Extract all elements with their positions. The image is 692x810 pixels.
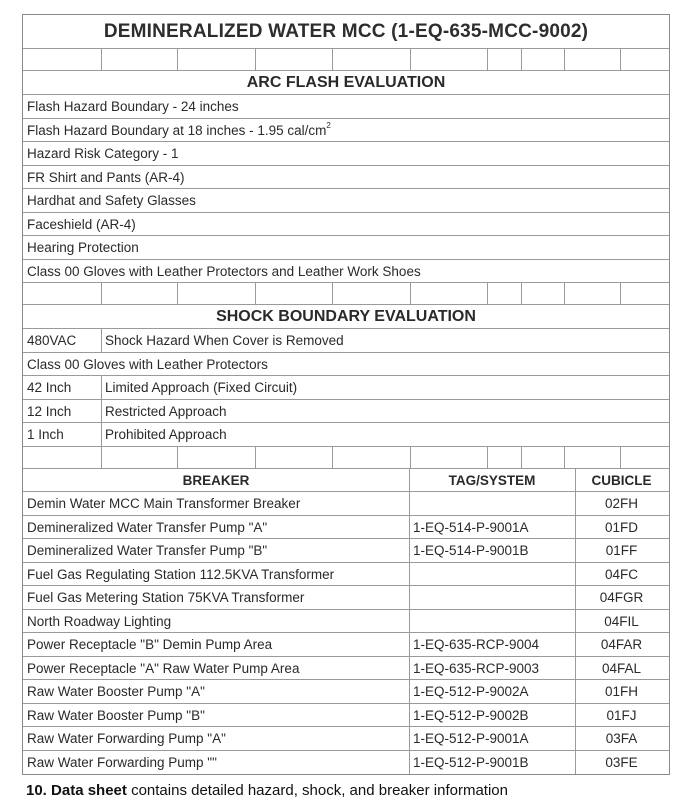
breaker-header: BREAKER (182, 472, 250, 488)
shock-voltage: 480VAC (27, 333, 77, 348)
approach-row (23, 423, 669, 447)
approach-label: Limited Approach (Fixed Circuit) (105, 380, 298, 395)
breaker-name: Power Receptacle "B" Demin Pump Area (27, 637, 273, 652)
breaker-cubicle: 04FAL (601, 660, 642, 676)
breaker-tag: 1-EQ-514-P-9001A (413, 519, 529, 535)
data-sheet-table (22, 14, 670, 775)
breaker-row (23, 610, 669, 634)
breaker-row (23, 586, 669, 610)
breaker-tag: 1-EQ-514-P-9001B (413, 543, 529, 558)
breaker-row (23, 727, 669, 751)
breaker-row (23, 680, 669, 704)
breaker-cubicle: 01FF (605, 543, 638, 558)
shock-voltage-text: Shock Hazard When Cover is Removed (105, 333, 344, 348)
spacer-row (23, 283, 669, 305)
breaker-name: Demineralized Water Transfer Pump "B" (27, 543, 268, 558)
arc-flash-row: Hearing Protection (23, 236, 669, 260)
breaker-tag: 1-EQ-512-P-9001A (413, 731, 529, 746)
breaker-tag (409, 586, 575, 609)
breaker-name: Raw Water Forwarding Pump "A" (27, 731, 226, 746)
breaker-tag: 1-EQ-512-P-9002A (413, 684, 529, 699)
breaker-row (23, 704, 669, 728)
breaker-rows (23, 492, 669, 774)
breaker-name: Raw Water Booster Pump "B" (27, 707, 205, 723)
approach-row (23, 376, 669, 400)
figure-caption (26, 782, 508, 799)
breaker-cubicle: 03FE (605, 754, 638, 770)
superscript: 2 (326, 120, 331, 130)
breaker-name: Fuel Gas Metering Station 75KVA Transformer (27, 590, 305, 605)
arc-flash-row: FR Shirt and Pants (AR-4) (23, 166, 669, 190)
spacer-row (23, 49, 669, 71)
breaker-cubicle: 03FA (605, 731, 638, 746)
shock-gloves-row: Class 00 Gloves with Leather Protectors (23, 353, 669, 377)
arc-flash-heading: ARC FLASH EVALUATION (23, 71, 669, 95)
approach-label: Restricted Approach (105, 403, 227, 419)
arc-flash-row: Flash Hazard Boundary - 24 inches (23, 95, 669, 119)
breaker-name: Demineralized Water Transfer Pump "A" (27, 519, 268, 535)
breaker-header-row (23, 469, 669, 493)
breaker-tag (409, 492, 575, 515)
breaker-row (23, 563, 669, 587)
shock-heading: SHOCK BOUNDARY EVALUATION (23, 305, 669, 329)
shock-voltage-row (23, 329, 669, 353)
breaker-name: Power Receptacle "A" Raw Water Pump Area (27, 660, 300, 676)
breaker-cubicle: 01FD (604, 519, 638, 535)
breaker-cubicle: 01FH (604, 684, 638, 699)
approach-row (23, 400, 669, 424)
arc-flash-row: Class 00 Gloves with Leather Protectors and Leather Work Shoes (23, 260, 669, 284)
breaker-tag: 1-EQ-512-P-9002B (413, 707, 529, 723)
breaker-name: Raw Water Forwarding Pump "" (27, 754, 217, 770)
approach-distance: 12 Inch (27, 403, 72, 419)
breaker-cubicle: 02FH (604, 496, 638, 511)
arc-flash-row-text: Flash Hazard Boundary at 18 inches - 1.95 cal/cm (27, 122, 327, 138)
breaker-tag: 1-EQ-512-P-9001B (413, 754, 529, 770)
approach-distance: 42 Inch (27, 380, 72, 395)
breaker-name: North Roadway Lighting (27, 613, 172, 629)
breaker-cubicle: 04FC (604, 566, 638, 582)
tag-header: TAG/SYSTEM (448, 472, 536, 488)
approach-label: Prohibited Approach (105, 427, 227, 442)
breaker-cubicle: 04FAR (600, 637, 643, 652)
breaker-row (23, 516, 669, 540)
cubicle-header: CUBICLE (591, 472, 652, 488)
breaker-name: Demin Water MCC Main Transformer Breaker (27, 496, 301, 511)
breaker-cubicle: 01FJ (606, 707, 637, 723)
arc-flash-row (23, 119, 669, 143)
caption-number: 10. (26, 782, 47, 799)
caption-bold: Data sheet (51, 782, 127, 799)
breaker-name: Raw Water Booster Pump "A" (27, 684, 205, 699)
breaker-name: Fuel Gas Regulating Station 112.5KVA Transformer (27, 566, 335, 582)
arc-flash-row: Hardhat and Safety Glasses (23, 189, 669, 213)
approach-distance: 1 Inch (27, 427, 64, 442)
arc-flash-row: Faceshield (AR-4) (23, 213, 669, 237)
breaker-row (23, 657, 669, 681)
breaker-cubicle: 04FIL (604, 613, 639, 629)
breaker-row (23, 539, 669, 563)
breaker-tag (409, 563, 575, 586)
breaker-tag (409, 610, 575, 633)
caption-text: contains detailed hazard, shock, and breaker information (131, 782, 508, 799)
spacer-row (23, 447, 669, 469)
sheet-title: DEMINERALIZED WATER MCC (1-EQ-635-MCC-9002) (23, 15, 669, 49)
arc-flash-row: Hazard Risk Category - 1 (23, 142, 669, 166)
breaker-tag: 1-EQ-635-RCP-9004 (413, 637, 540, 652)
breaker-row (23, 633, 669, 657)
breaker-row (23, 751, 669, 775)
breaker-tag: 1-EQ-635-RCP-9003 (413, 660, 540, 676)
breaker-row (23, 492, 669, 516)
breaker-cubicle: 04FGR (599, 590, 644, 605)
